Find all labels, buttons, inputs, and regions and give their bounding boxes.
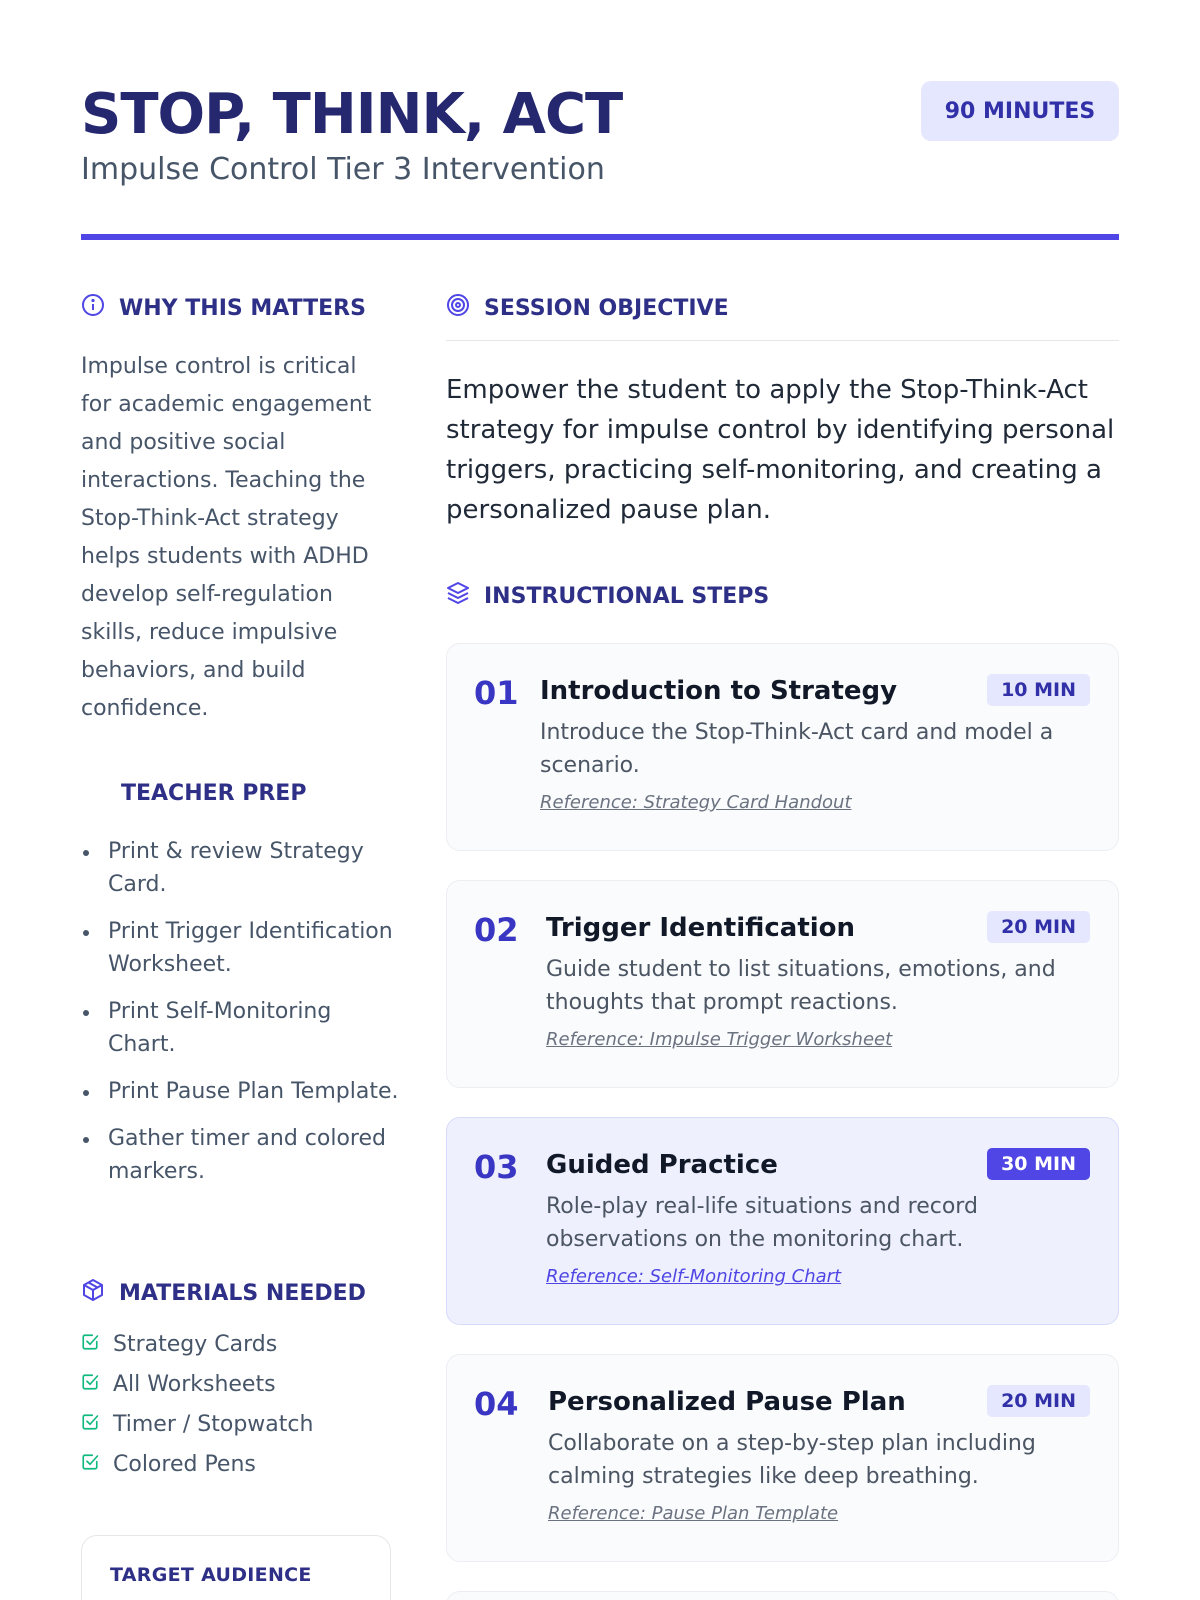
step-body bbox=[548, 1385, 1090, 1524]
step-body bbox=[546, 1148, 1090, 1287]
objective-divider bbox=[446, 340, 1119, 341]
check-square-icon bbox=[81, 1405, 99, 1445]
duration-badge: 90 MINUTES bbox=[921, 81, 1119, 141]
step-number: 04 bbox=[474, 1385, 519, 1423]
step-description: Role-play real-life situations and record observations on the monitoring chart. bbox=[546, 1194, 978, 1252]
step-reference-link[interactable]: Reference: Strategy Card Handout bbox=[540, 792, 852, 813]
target-audience-label: TARGET AUDIENCE bbox=[110, 1564, 312, 1586]
prep-item: Print Self-Monitoring Chart. bbox=[81, 995, 401, 1061]
header-divider bbox=[81, 234, 1119, 240]
step-title: Personalized Pause Plan bbox=[548, 1387, 906, 1417]
material-item bbox=[81, 1405, 401, 1445]
step-title: Introduction to Strategy bbox=[540, 676, 898, 706]
prep-heading bbox=[121, 781, 306, 806]
page-header bbox=[81, 80, 1119, 240]
step-description: Guide student to list situations, emotions, and thoughts that prompt reactions. bbox=[546, 957, 1056, 1015]
page-title: STOP, THINK, ACT bbox=[81, 82, 623, 147]
material-item bbox=[81, 1325, 401, 1365]
step-body bbox=[546, 911, 1090, 1050]
step-description: Collaborate on a step-by-step plan including calming strategies like deep breathing. bbox=[548, 1431, 1036, 1489]
target-audience-card bbox=[81, 1535, 391, 1600]
steps-heading bbox=[446, 581, 769, 611]
step-duration-badge: 10 MIN bbox=[987, 674, 1090, 706]
material-label: All Worksheets bbox=[113, 1372, 276, 1397]
step-number: 01 bbox=[474, 674, 519, 712]
material-label: Strategy Cards bbox=[113, 1332, 278, 1357]
steps-heading-label: INSTRUCTIONAL STEPS bbox=[484, 583, 770, 609]
why-text: Impulse control is critical for academic engagement and positive social interactions. Teaching the Stop-Think-Act strategy helps students with ADHD develop self-regulation skills, reduce impulsive behaviors, and build confidence. bbox=[81, 354, 372, 721]
step-number: 02 bbox=[474, 911, 519, 949]
page-subtitle: Impulse Control Tier 3 Intervention bbox=[81, 152, 605, 187]
why-heading-label: WHY THIS MATTERS bbox=[119, 295, 366, 321]
prep-item: Gather timer and colored markers. bbox=[81, 1122, 401, 1188]
step-card-1 bbox=[446, 643, 1119, 851]
info-icon bbox=[81, 293, 105, 323]
check-square-icon bbox=[81, 1325, 99, 1365]
step-reference-link[interactable]: Reference: Impulse Trigger Worksheet bbox=[546, 1029, 893, 1050]
check-square-icon bbox=[81, 1445, 99, 1485]
material-item bbox=[81, 1365, 401, 1405]
step-card-4 bbox=[446, 1354, 1119, 1562]
layers-icon bbox=[446, 581, 470, 611]
step-description: Introduce the Stop-Think-Act card and model a scenario. bbox=[540, 720, 1054, 778]
check-square-icon bbox=[81, 1365, 99, 1405]
step-body bbox=[540, 674, 1090, 813]
prep-item: Print Trigger Identification Worksheet. bbox=[81, 915, 401, 981]
objective-text: Empower the student to apply the Stop-Think-Act strategy for impulse control by identifying personal triggers, practicing self-monitoring, and creating a personalized pause plan. bbox=[446, 375, 1115, 525]
step-reference-link[interactable]: Reference: Pause Plan Template bbox=[548, 1503, 839, 1524]
materials-list bbox=[81, 1325, 401, 1485]
materials-heading bbox=[81, 1278, 366, 1308]
step-duration-badge: 20 MIN bbox=[987, 911, 1090, 943]
step-number: 03 bbox=[474, 1148, 519, 1186]
step-title: Trigger Identification bbox=[546, 913, 856, 943]
package-icon bbox=[81, 1278, 105, 1308]
material-item bbox=[81, 1445, 401, 1485]
objective-heading bbox=[446, 293, 729, 323]
why-heading bbox=[81, 293, 366, 323]
objective-heading-label: SESSION OBJECTIVE bbox=[484, 295, 729, 321]
prep-item: Print Pause Plan Template. bbox=[81, 1075, 401, 1108]
materials-heading-label: MATERIALS NEEDED bbox=[119, 1280, 366, 1306]
step-card-3 bbox=[446, 1117, 1119, 1325]
prep-item: Print & review Strategy Card. bbox=[81, 835, 401, 901]
step-title: Guided Practice bbox=[546, 1150, 778, 1180]
step-card-5 bbox=[446, 1591, 1119, 1600]
material-label: Timer / Stopwatch bbox=[113, 1412, 314, 1437]
step-duration-badge: 30 MIN bbox=[987, 1148, 1090, 1180]
step-reference-link[interactable]: Reference: Self-Monitoring Chart bbox=[546, 1266, 842, 1287]
prep-list bbox=[81, 835, 401, 1202]
target-icon bbox=[446, 293, 470, 323]
material-label: Colored Pens bbox=[113, 1452, 256, 1477]
step-duration-badge: 20 MIN bbox=[987, 1385, 1090, 1417]
step-card-2 bbox=[446, 880, 1119, 1088]
prep-heading-label: TEACHER PREP bbox=[121, 781, 307, 806]
